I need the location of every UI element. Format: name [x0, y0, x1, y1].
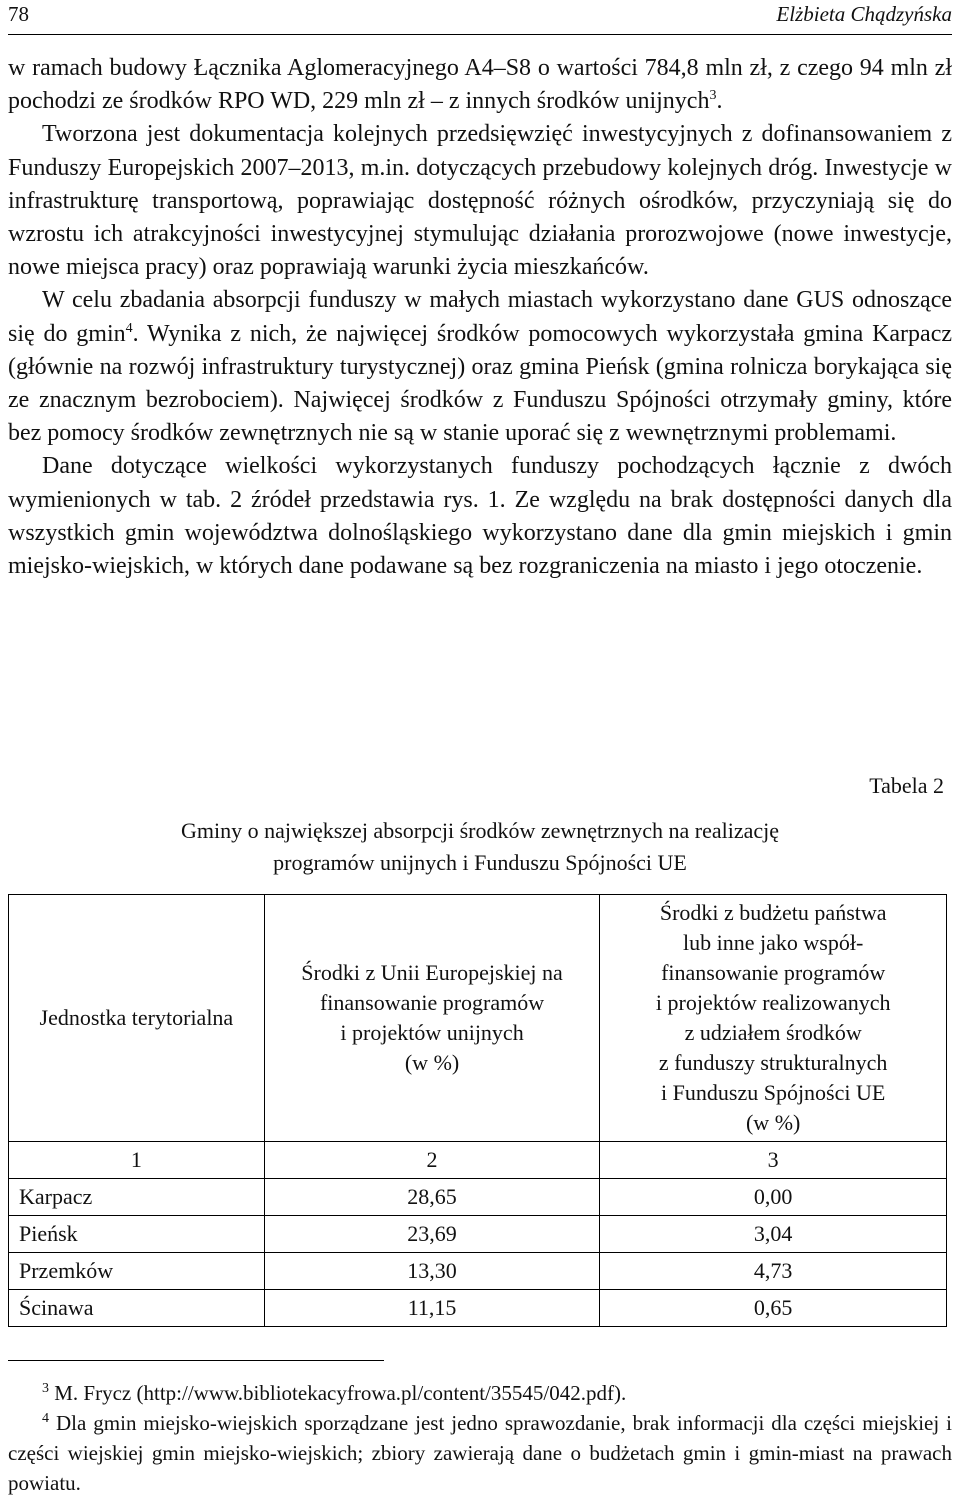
budget-funds-value: 0,65 [600, 1290, 947, 1327]
table-title-line-2: programów unijnych i Funduszu Spójności UE [273, 850, 687, 875]
footnote-separator [8, 1360, 384, 1361]
table-header-row [9, 895, 947, 1142]
budget-funds-value: 4,73 [600, 1253, 947, 1290]
footnote-mark-3: 3 [42, 1381, 49, 1396]
unit-name: Karpacz [9, 1179, 265, 1216]
table-row [9, 1216, 947, 1253]
unit-name: Pieńsk [9, 1216, 265, 1253]
running-author: Elżbieta Chądzyńska [776, 2, 952, 26]
data-table [8, 894, 947, 1327]
column-number: 3 [600, 1142, 947, 1179]
eu-funds-value: 28,65 [264, 1179, 600, 1216]
footnotes [8, 1378, 952, 1498]
column-number: 2 [264, 1142, 600, 1179]
footnote-ref-4[interactable]: 4 [125, 320, 133, 336]
page-number: 78 [8, 2, 29, 26]
column-number-row [9, 1142, 947, 1179]
table-title [80, 815, 880, 879]
paragraph-3: W celu zbadania absorpcji funduszy w małych miastach wykorzystano dane GUS odnoszące się do gmin$^4$. Wynika z nich, że najwięcej środków pomocowych wykorzystała gmina Karpacz (głównie na rozwój infrastruktury turystycznej) oraz gmina Pieńsk (gmina rolnicza borykająca się ze znacznym bezrobociem). Najwięcej środków z Funduszu Spójności otrzymały gminy, które bez pomocy środków zewnętrznych nie są w stanie uporać się z wewnętrznymi problemami. [8, 287, 952, 447]
col-header-territorial-unit: Jednostka terytorialna [9, 895, 265, 1142]
budget-funds-value: 3,04 [600, 1216, 947, 1253]
budget-funds-value: 0,00 [600, 1179, 947, 1216]
footnote-4: $^4$ Dla gmin miejsko-wiejskich sporządzane jest jedno sprawozdanie, brak informacji dla części miejskiej i części wiejskiej gmin miejsko-wiejskich; zbiory zawierają dane o budżetach gmin i gmin-miast na prawach powiatu. [8, 1411, 952, 1495]
eu-funds-value: 13,30 [264, 1253, 600, 1290]
body-text [8, 52, 952, 583]
header-rule [8, 34, 952, 35]
unit-name: Przemków [9, 1253, 265, 1290]
table-row [9, 1253, 947, 1290]
column-number: 1 [9, 1142, 265, 1179]
table-title-line-1: Gminy o największej absorpcji środków zewnętrznych na realizację [180, 818, 780, 843]
paragraph-4: Dane dotyczące wielkości wykorzystanych funduszy pochodzących łącznie z dwóch wymienionych w tab. 2 źródeł przedstawia rys. 1. Ze względu na brak dostępności danych dla wszystkich gmin województwa dolnośląskiego wykorzystano dane dla gmin miejskich i gmin miejsko-wiejskich, w których dane podawane są bez rozgraniczenia na miasto i jego otoczenie. [8, 453, 952, 580]
footnote-ref-3[interactable]: 3 [709, 88, 717, 104]
paragraph-1: w ramach budowy Łącznika Aglomeracyjnego A4–S8 o wartości 784,8 mln zł, z czego 94 mln zł pochodzi ze środków RPO WD, 229 mln zł – z innych środków unijnych$^3$. [8, 55, 952, 115]
table-row [9, 1179, 947, 1216]
table-row [9, 1290, 947, 1327]
col-header-budget-funds: Środki z budżetu państwa lub inne jako współ- finansowanie programów i projektów realizowanych z udziałem środków z funduszy strukturalnych i Funduszu Spójności UE (w %) [600, 895, 947, 1142]
eu-funds-value: 23,69 [264, 1216, 600, 1253]
footnote-mark-4: 4 [42, 1411, 49, 1426]
running-header [8, 2, 952, 28]
table-label: Tabela 2 [869, 773, 944, 798]
eu-funds-value: 11,15 [264, 1290, 600, 1327]
footnote-3: $^3$ M. Frycz (http://www.bibliotekacyfrowa.pl/content/35545/042.pdf). [42, 1381, 627, 1405]
col-header-eu-funds: Środki z Unii Europejskiej na finansowanie programów i projektów unijnych (w %) [264, 895, 600, 1142]
unit-name: Ścinawa [9, 1290, 265, 1327]
paragraph-2: Tworzona jest dokumentacja kolejnych przedsięwzięć inwestycyjnych z dofinansowaniem z Funduszy Europejskich 2007–2013, m.in. dotyczących przebudowy kolejnych dróg. Inwestycje w infrastrukturę transportową, poprawiając dostępność różnych ośrodków, przyczyniają się do wzrostu ich atrakcyjności inwestycyjnej stymulując działania prorozwojowe (nowe inwestycje, nowe miejsca pracy) oraz poprawiają warunki życia mieszkańców. [8, 121, 952, 281]
